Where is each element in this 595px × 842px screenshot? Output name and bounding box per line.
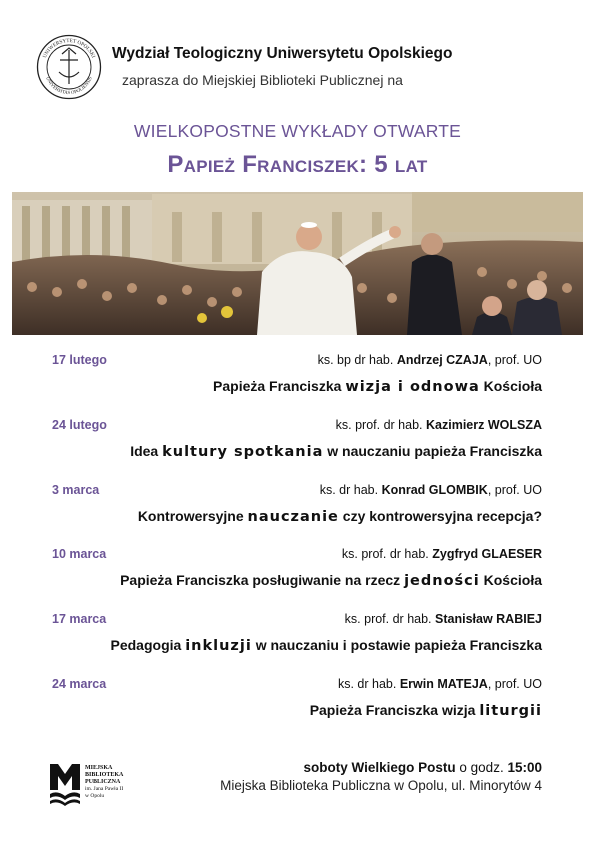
lecture-speaker: ks. prof. dr hab. Stanisław RABIEJ: [344, 612, 542, 626]
lecture-speaker: ks. dr hab. Konrad GLOMBIK, prof. UO: [319, 483, 542, 497]
lecture-date: 10 marca: [52, 547, 107, 561]
main-title: Papież Franciszek: 5 lat: [167, 151, 428, 178]
svg-text:UNIWERSYTET OPOLSKI: UNIWERSYTET OPOLSKI: [41, 37, 97, 59]
lecture-item: [52, 483, 542, 543]
event-location: Miejska Biblioteka Publiczna w Opolu, ul. Minorytów 4: [220, 778, 542, 793]
lecture-topic: Idea kultury spotkania w nauczaniu papieża Franciszka: [130, 443, 542, 460]
svg-text:MIEJSKA BIBLIOTEKA PUB: MIEJSKA BIBLIOTEKA PUBLICZNA: [85, 765, 124, 785]
lecture-item: [52, 612, 542, 672]
lecture-date: 3 marca: [52, 483, 100, 497]
university-seal-logo: [36, 34, 102, 100]
lecture-speaker: ks. prof. dr hab. Zygfryd GLAESER: [341, 547, 542, 561]
lecture-topic: Kontrowersyjne nauczanie czy kontrowersyjna recepcja?: [137, 508, 542, 525]
lecture-date: 17 lutego: [52, 353, 107, 367]
lecture-topic: Papieża Franciszka wizja i odnowa Kościoła: [213, 378, 542, 395]
lecture-topic: Papieża Franciszka wizja liturgii: [309, 702, 542, 719]
lecture-speaker: ks. dr hab. Erwin MATEJA, prof. UO: [337, 677, 542, 691]
lecture-speaker: ks. prof. dr hab. Kazimierz WOLSZA: [335, 418, 542, 432]
lecture-topic: Papieża Franciszka posługiwanie na rzecz jedności Kościoła: [120, 572, 542, 589]
lecture-speaker: ks. bp dr hab. Andrzej CZAJA, prof. UO: [317, 353, 542, 367]
svg-text:UNIVERSITAS OPOLIENSIS: UNIVERSITAS OPOLIENSIS: [44, 76, 94, 97]
event-schedule: soboty Wielkiego Postu o godz. 15:00: [303, 760, 542, 775]
lecture-item: [52, 677, 542, 737]
svg-text:im. Jana Pawła II w Opolu: im. Jana Pawła II w Opolu: [85, 786, 124, 799]
lecture-item: [52, 418, 542, 478]
lecture-date: 17 marca: [52, 612, 107, 626]
lecture-topic: Pedagogia inkluzji w nauczaniu i postawie papieża Franciszka: [110, 637, 542, 654]
pope-crowd-photo: [12, 192, 583, 335]
lecture-date: 24 marca: [52, 677, 107, 691]
lecture-item: [52, 353, 542, 413]
library-logo: [48, 760, 148, 808]
series-title: WIELKOPOSTNE WYKŁADY OTWARTE: [133, 121, 462, 141]
lecture-date: 24 lutego: [52, 418, 107, 432]
lecture-item: [52, 547, 542, 607]
organizer-name: Wydział Teologiczny Uniwersytetu Opolskiego: [112, 45, 453, 62]
invitation-line: zaprasza do Miejskiej Biblioteki Publicznej na: [122, 72, 403, 88]
